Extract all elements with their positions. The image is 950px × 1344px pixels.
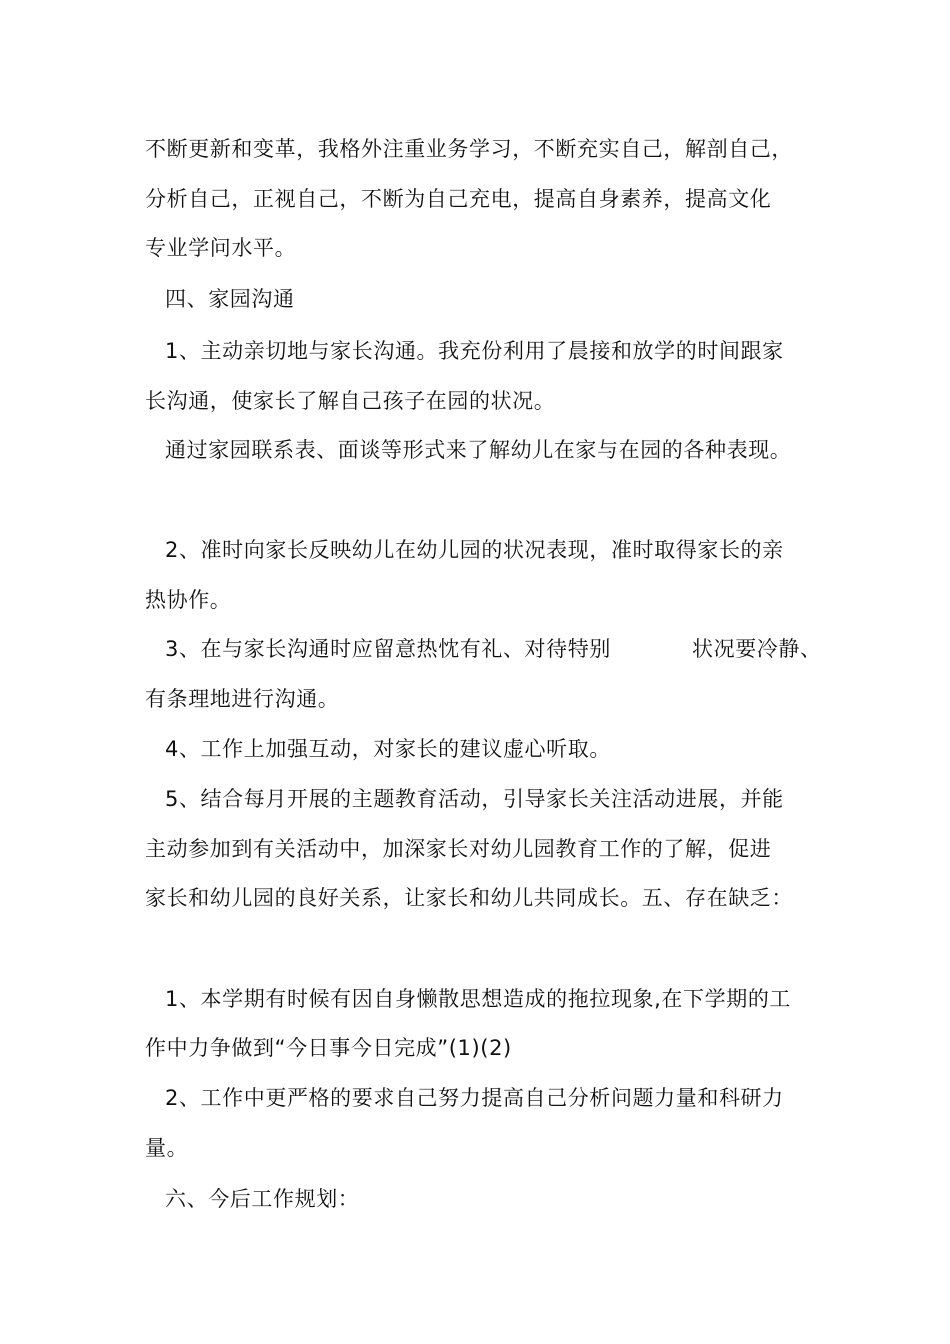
paragraph-line: 有条理地进行沟通。 [145,687,340,711]
paragraph-line: 量。 [145,1136,189,1160]
paragraph-line: 5、结合每月开展的主题教育活动，引导家长关注活动进展，并能 [165,787,784,811]
paragraph-line: 热协作。 [145,588,232,612]
paragraph-line: 2、工作中更严格的要求自己努力提高自己分析问题力量和科研力 [165,1086,784,1110]
paragraph-line: 1、本学期有时候有因自身懒散思想造成的拖拉现象,在下学期的工 [165,987,792,1011]
paragraph-line: 作中力争做到“今日事今日完成”(1)(2) [145,1036,512,1060]
paragraph-line-tail: 状况要冷静、 [692,637,822,661]
section-heading: 六、今后工作规划： [165,1187,360,1211]
paragraph-line: 通过家园联系表、面谈等形式来了解幼儿在家与在园的各种表现。 [165,438,792,462]
paragraph-line: 4、工作上加强互动，对家长的建议虚心听取。 [165,737,611,761]
paragraph-line: 不断更新和变革，我格外注重业务学习，不断充实自己，解剖自己， [145,137,793,161]
paragraph-line: 长沟通，使家长了解自己孩子在园的状况。 [145,389,556,413]
paragraph-line: 专业学问水平。 [145,236,297,260]
paragraph-line: 3、在与家长沟通时应留意热忱有礼、对待特别 [165,637,611,661]
paragraph-line: 1、主动亲切地与家长沟通。我充份利用了晨接和放学的时间跟家 [165,339,784,363]
paragraph-line: 分析自己，正视自己，不断为自己充电，提高自身素养，提高文化 [145,187,772,211]
section-heading: 四、家园沟通 [165,287,295,311]
paragraph-line: 家长和幼儿园的良好关系，让家长和幼儿共同成长。五、存在缺乏： [145,886,793,910]
paragraph-line: 主动参加到有关活动中，加深家长对幼儿园教育工作的了解，促进 [145,837,772,861]
paragraph-line: 2、准时向家长反映幼儿在幼儿园的状况表现，准时取得家长的亲 [165,538,784,562]
